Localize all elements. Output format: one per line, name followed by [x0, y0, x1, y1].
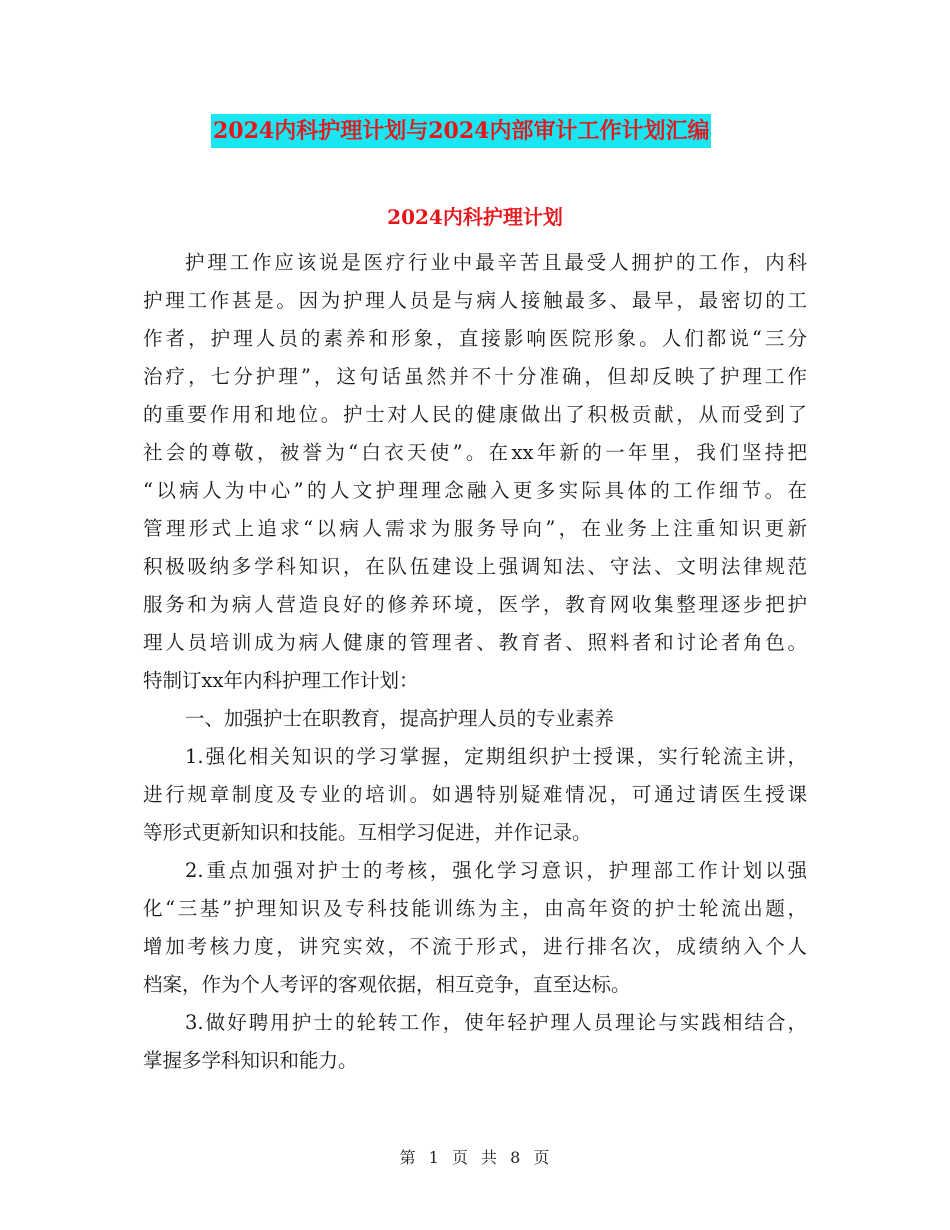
- document-title: 2024内科护理计划与2024内部审计工作计划汇编: [211, 114, 711, 148]
- paragraph-line: 作者，护理人员的素养和形象，直接影响医院形象。人们都说“三分: [143, 327, 807, 350]
- paragraph-line: 护理工作甚是。因为护理人员是与病人接触最多、最早，最密切的工: [143, 289, 807, 312]
- paragraph-line: 社会的尊敬，被誉为“白衣天使”。在xx年新的一年里，我们坚持把: [143, 441, 807, 464]
- paragraph-line: 3.做好聘用护士的轮转工作，使年轻护理人员理论与实践相结合，: [185, 1011, 807, 1034]
- paragraph-line: 掌握多学科知识和能力。: [143, 1049, 358, 1072]
- paragraph-line: 积极吸纳多学科知识，在队伍建设上强调知法、守法、文明法律规范: [143, 555, 807, 578]
- paragraph-line: “以病人为中心”的人文护理理念融入更多实际具体的工作细节。在: [143, 479, 807, 502]
- document-body: [143, 244, 807, 1080]
- paragraph-line: 等形式更新知识和技能。互相学习促进，并作记录。: [143, 821, 592, 844]
- paragraph-line: 特制订xx年内科护理工作计划：: [143, 669, 419, 692]
- paragraph-line: 理人员培训成为病人健康的管理者、教育者、照料者和讨论者角色。: [143, 631, 807, 654]
- paragraph-line: 管理形式上追求“以病人需求为服务导向”，在业务上注重知识更新: [143, 517, 807, 540]
- page-number-footer: 第 1 页 共 8 页: [399, 1148, 551, 1167]
- paragraph-line: 1.强化相关知识的学习掌握，定期组织护士授课，实行轮流主讲，: [185, 745, 807, 768]
- paragraph-line: 的重要作用和地位。护士对人民的健康做出了积极贡献，从而受到了: [143, 403, 807, 426]
- paragraph-line: 护理工作应该说是医疗行业中最辛苦且最受人拥护的工作，内科: [185, 251, 807, 274]
- paragraph-line: 档案，作为个人考评的客观依据，相互竞争，直至达标。: [143, 973, 631, 996]
- paragraph-line: 治疗，七分护理”，这句话虽然并不十分准确，但却反映了护理工作: [143, 365, 807, 388]
- heading-line: 一、加强护士在职教育，提高护理人员的专业素养: [185, 707, 615, 730]
- paragraph-line: 进行规章制度及专业的培训。如遇特别疑难情况，可通过请医生授课: [143, 783, 807, 806]
- paragraph-line: 化“三基”护理知识及专科技能训练为主，由高年资的护士轮流出题，: [143, 897, 807, 920]
- paragraph-line: 2.重点加强对护士的考核，强化学习意识，护理部工作计划以强: [185, 859, 807, 882]
- paragraph-line: 服务和为病人营造良好的修养环境，医学，教育网收集整理逐步把护: [143, 593, 807, 616]
- paragraph-line: 增加考核力度，讲究实效，不流于形式，进行排名次，成绩纳入个人: [143, 935, 807, 958]
- section-title: 2024内科护理计划: [387, 205, 563, 229]
